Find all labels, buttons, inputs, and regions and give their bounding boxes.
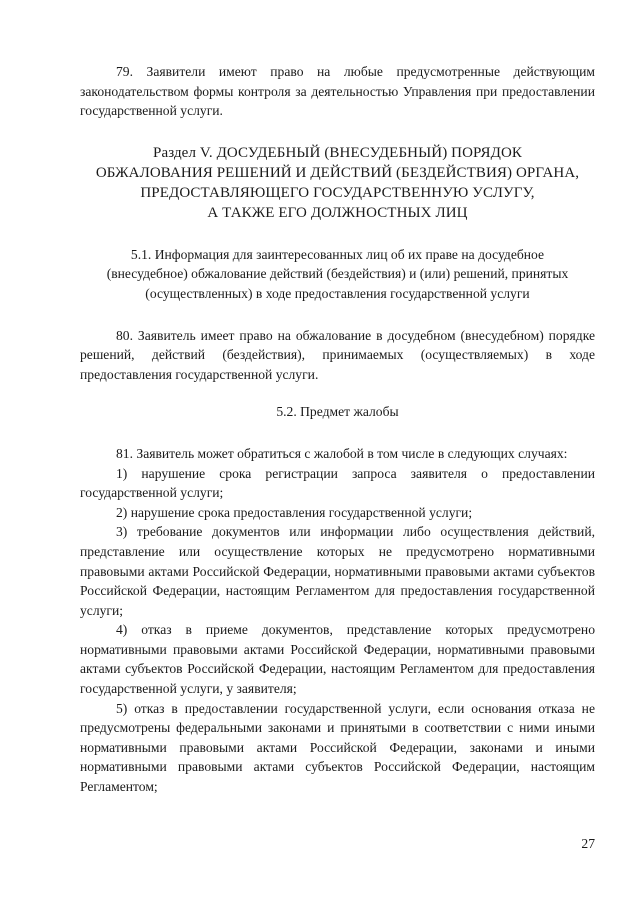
page-number: 27 [581, 836, 595, 851]
section-title-line: Раздел V. ДОСУДЕБНЫЙ (ВНЕСУДЕБНЫЙ) ПОРЯДОК [153, 144, 522, 161]
paragraph-81: 81. Заявитель может обратиться с жалобой в том числе в следующих случаях: [116, 445, 568, 461]
subsection-heading-line: (внесудебное) обжалование действий (бездействия) и (или) решений, принятых [106, 266, 569, 282]
section-title-line: ПРЕДОСТАВЛЯЮЩЕГО ГОСУДАРСТВЕННУЮ УСЛУГУ, [140, 184, 535, 201]
list-item: 4) отказ в приеме документов, представление которых предусмотрено нормативными правовыми актами Российской Федерации, нормативными правовыми актами субъектов Российской Федерации, настоящим Регламентом для предоставления государственной услуги, у заявителя; [80, 622, 595, 697]
subsection-5-2-heading: 5.2. Предмет жалобы [276, 404, 399, 420]
subsection-heading-line: (осуществленных) в ходе предоставления государственной услуги [145, 285, 530, 301]
list-item: 2) нарушение срока предоставления государственной услуги; [116, 504, 473, 520]
paragraph-79: 79. Заявители имеют право на любые предусмотренные действующим законодательством формы контроля за деятельностью Управления при предоставлении государственной услуги. [80, 64, 595, 119]
section-5-title [80, 143, 595, 223]
paragraph-80: 80. Заявитель имеет право на обжалование в досудебном (внесудебном) порядке решений, действий (бездействия), принимаемых (осуществляемых) в ходе предоставления государственной услуги. [80, 327, 595, 382]
subsection-heading-line: 5.1. Информация для заинтересованных лиц об их праве на досудебное [130, 246, 545, 262]
list-item: 3) требование документов или информации либо осуществления действий, представление или осуществление которых не предусмотрено нормативными правовыми актами Российской Федерации, нормативными правовыми актами субъектов Российской Федерации, настоящим Регламентом для предоставления государственной услуги; [80, 524, 595, 618]
subsection-5-1-heading [80, 245, 595, 304]
section-title-line: ОБЖАЛОВАНИЯ РЕШЕНИЙ И ДЕЙСТВИЙ (БЕЗДЕЙСТВИЯ) ОРГАНА, [95, 164, 580, 181]
document-body [80, 62, 595, 797]
list-item: 5) отказ в предоставлении государственной услуги, если основания отказа не предусмотрены федеральными законами и принятыми в соответствии с ними иными нормативными правовыми актами Российской Федерации, законами и иными нормативными правовыми актами субъектов Российской Федерации, настоящим Регламентом; [80, 700, 595, 795]
list-item: 1) нарушение срока регистрации запроса заявителя о предоставлении государственной услуги; [80, 465, 595, 501]
section-title-line: А ТАКЖЕ ЕГО ДОЛЖНОСТНЫХ ЛИЦ [207, 204, 468, 221]
